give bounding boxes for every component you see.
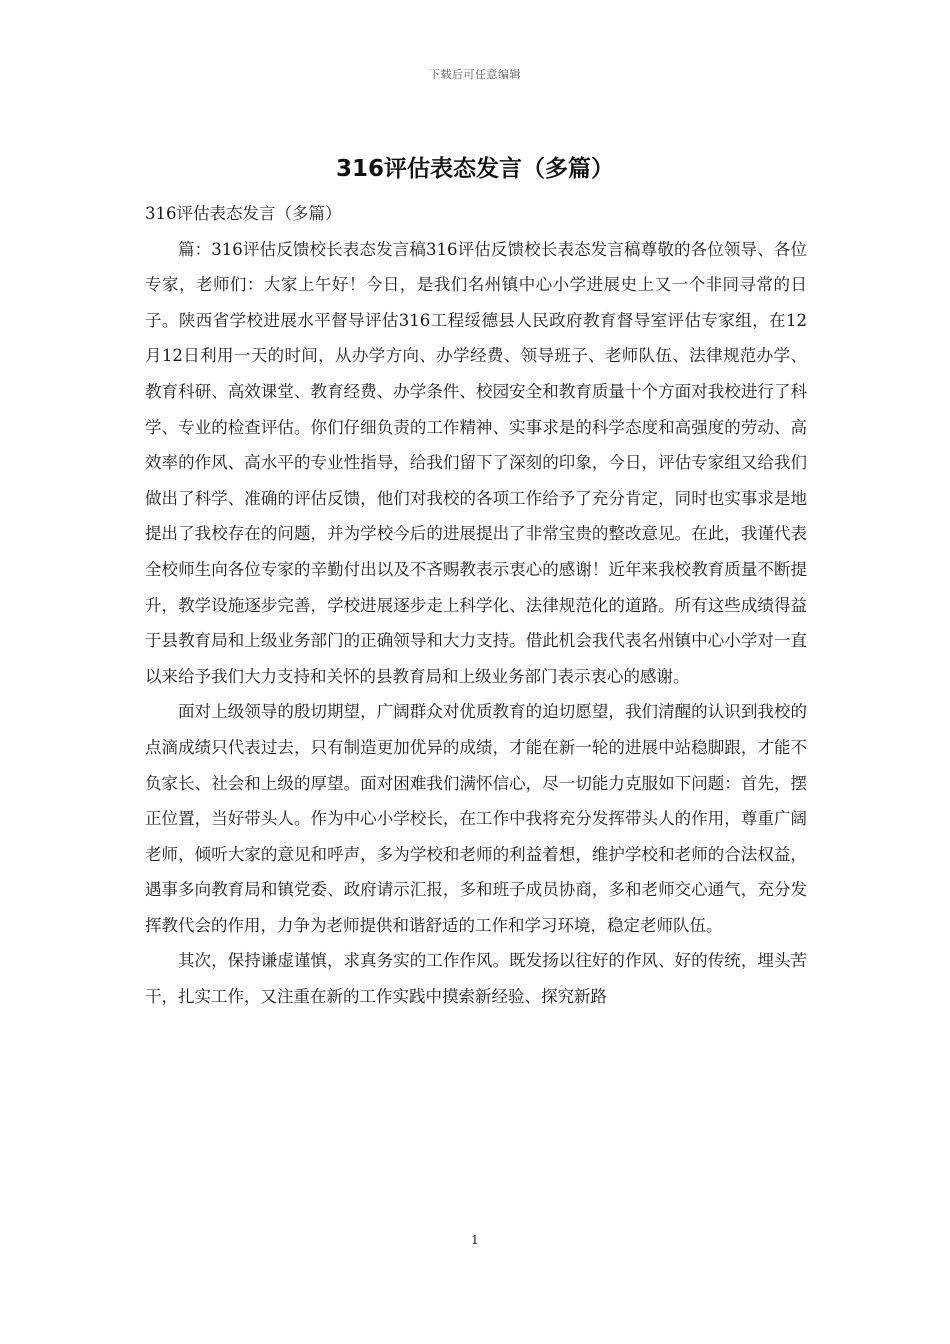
document-title: 316评估表态发言（多篇）: [335, 156, 614, 182]
document-body: [145, 196, 807, 1015]
paragraph: 其次，保持谦虚谨慎，求真务实的工作作风。既发扬以往好的作风、好的传统，埋头苦干，扎实工作，又注重在新的工作实践中摸索新经验、探究新路: [145, 951, 807, 1007]
paragraph: 篇：316评估反馈校长表态发言稿316评估反馈校长表态发言稿尊敬的各位领导、各位专家，老师们：大家上午好！今日，是我们名州镇中心小学进展史上又一个非同寻常的日子。陕西省学校进展水平督导评估316工程绥德县人民政府教育督导室评估专家组，在12月12日利用一天的时间，从办学方向、办学经费、领导班子、老师队伍、法律规范办学、教育科研、高效课堂、教育经费、办学条件、校园安全和教育质量十个方面对我校进行了科学、专业的检查评估。你们仔细负责的工作精神、实事求是的科学态度和高强度的劳动、高效率的作风、高水平的专业性指导，给我们留下了深刻的印象，今日，评估专家组又给我们做出了科学、准确的评估反馈，他们对我校的各项工作给予了充分肯定，同时也实事求是地提出了我校存在的问题，并为学校今后的进展提出了非常宝贵的整改意见。在此，我谨代表全校师生向各位专家的辛勤付出以及不吝赐教表示衷心的感谢！近年来我校教育质量不断提升，教学设施逐步完善，学校进展逐步走上科学化、法律规范化的道路。所有这些成绩得益于县教育局和上级业务部门的正确领导和大力支持。借此机会我代表名州镇中心小学对一直以来给予我们大力支持和关怀的县教育局和上级业务部门表示衷心的感谢。: [145, 239, 807, 686]
page-number: 1: [471, 1233, 479, 1247]
subtitle-line: 316评估表态发言（多篇）: [145, 204, 342, 223]
paragraph: 面对上级领导的殷切期望，广阔群众对优质教育的迫切愿望，我们清醒的认识到我校的点滴成绩只代表过去，只有制造更加优异的成绩，才能在新一轮的进展中站稳脚跟，才能不负家长、社会和上级的厚望。面对困难我们满怀信心，尽一切能力克服如下问题：首先，摆正位置，当好带头人。作为中心小学校长，在工作中我将充分发挥带头人的作用，尊重广阔老师，倾听大家的意见和呼声，多为学校和老师的利益着想，维护学校和老师的合法权益，遇事多向教育局和镇党委、政府请示汇报，多和班子成员协商，多和老师交心通气，充分发挥教代会的作用，力争为老师提供和谐舒适的工作和学习环境，稳定老师队伍。: [145, 702, 807, 935]
header-note: 下载后可任意编辑: [429, 68, 521, 81]
